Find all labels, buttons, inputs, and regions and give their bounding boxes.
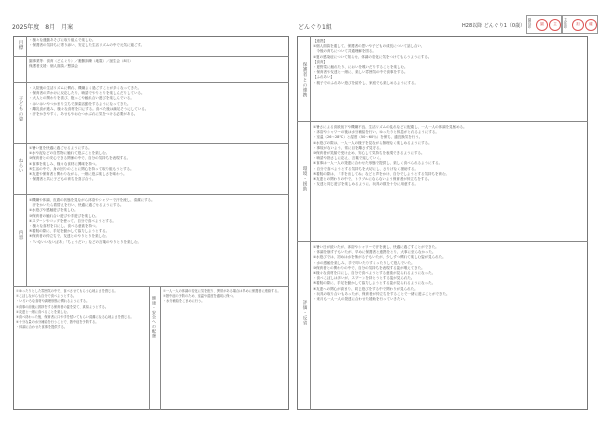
parents-line-7: ・保育者や友達と一緒に、楽しい雰囲気の中で食事をする。 [313,70,408,75]
eval-line-1: ①暑い日が続いたが、沐浴やシャワーで汗を流し、快適に過ごすことができた。 [313,245,439,249]
aims-line-3: ③保育者との安心できる関係の中で、自分の気持ちを表現する。 [29,156,131,161]
stamp-mark-2 [549,19,561,31]
child-line-1: ・入院後の生活リズムに慣れ、機嫌よく過ごすことが多くなってきた。 [29,86,142,90]
eval-line-6: ④様々な食材を口にし、自分で食べようとする意欲が見られるようになった。 [313,271,436,276]
stamp-mark-3-text: 担 [576,22,580,26]
content-line-8: ⑥保育者の仲立ちで、友達とのやりとりを楽しむ。 [29,234,110,239]
right-row-text-parents [313,39,586,120]
child-line-5: ・離乳食が進み、様々な食材を口にする。食べた後は満足そうにしている。 [29,106,149,111]
food-line-4: ③食事の前後に挨拶をする保育者の姿を見て、真似ようとする。 [16,304,109,309]
eval-line-4: ・水の感触を楽しみ、手で叩いたりすくったりして遊んでいた。 [313,260,415,265]
left-row-divider-2 [13,82,289,83]
aims-line-5: ⑤生活の中で、身の回りのことに関心を持って取り組もうとする。 [29,166,134,171]
left-row-label-goal: 目標 [18,40,23,51]
left-row-text-child [29,86,287,142]
goal-line-2: ・保護者の気持ちに寄り添い、安定した生活リズムの中で元気に過ごす。 [29,43,145,48]
goal-line-1: ・様々な運動あそびに取り組んで楽しむ。 [29,38,96,42]
parents-line-3: 今後の育ちについて共通理解を図る。 [313,49,376,54]
food-education-text [16,289,147,408]
eval-line-2: ・体調を崩す子もいたが、早めに保護者と連携をとり、大事に至らなかった。 [313,250,436,255]
eval-line-9: ⑥友達への関心が高まり、同じ遊びをする中で関わりが見られた。 [313,286,418,291]
class-age: H28以降 どんぐり1（0歳） [462,23,526,29]
parents-line-2: ①個人面談を通して、保護者の思いや子どもの成長について話し合い、 [313,44,425,49]
health-line-2: ②熱中症の予防のため、室温や湿度を適切に保つ。 [163,294,236,299]
eval-line-7: ・食べこぼしは多いが、スプーンを持とうとする姿が見られた。 [313,276,415,281]
content-line-7: ⑤着脱の際に、手足を動かして協力しようとする。 [29,229,110,234]
left-row-text-goal [29,38,287,55]
stamp-cell-chief [562,15,598,34]
right-row-label-evaluation: 評価・反省 [302,300,307,326]
food-line-7: ⑥十分な量の水分補給を行うことで、熱中症を予防する。 [16,320,99,325]
eval-line-5: ③保育者との関わりの中で、自分の気持ちを表現する姿が増えてきた。 [313,265,425,270]
parents-line-6: ・夏野菜に触れたり、においを嗅いだりすることを楽しむ。 [313,65,408,70]
food-line-8: ・体調に合わせた食事を提供する。 [16,325,67,330]
aims-line-2: ②水や泥などの自然物に触れて遊ぶことを楽しむ。 [29,151,110,156]
food-line-3: ・いろいろな食材や調理形態に慣れるようにする。 [16,299,90,304]
parents-line-1: 【連携】 [313,39,327,43]
class-name: どんぐり1組 [298,24,332,31]
env-line-5: ・事故がないよう、常に目を離さず見守る。 [313,145,383,150]
eval-line-10: ・玩具の取り合いもあったが、保育者が仲立ちをすることで一緒に遊ぶことができた。 [313,291,450,296]
env-line-7: ・喃語や指さしに応え、言葉で返していく。 [313,156,384,161]
events-line-2: 保護者支援：個人面談／懇談会 [29,64,78,69]
left-row-text-aims [29,146,287,193]
child-line-2: ・保育者の声かけに反応したり、喃語でやりとりを楽しんだりしている。 [29,91,145,96]
stamp-mark-4 [585,19,597,31]
stamp-caption-chief: 主任印 [564,18,568,29]
content-line-5: ④スプーンやコップを使って、自分で食べようとする。 [29,218,116,223]
stamp-mark-3 [572,19,584,31]
health-line-3: ・水分補給をこまめに行う。 [163,299,205,304]
events-line-1: 園事業等：食育（どんぐり）／避難訓練（地震）／誕生会（8月） [29,59,133,63]
parents-line-9: ・親子でのふれあい遊びを紹介し、家庭でも楽しめるようにする。 [313,80,418,85]
content-line-4: ③保育者の触れ合い遊びや手遊びを楽しむ。 [29,213,99,218]
food-line-5: ④友達と一緒に食べることを楽しむ。 [16,309,70,314]
food-line-2: ②こぼしながらも自分で食べようとする。 [16,294,77,299]
health-line-1: ①一人一人の体調の変化に気を配り、異常がある場合は早めに保護者に連絡する。 [163,289,281,293]
right-row-label-parents: 保護者との連携 [302,62,307,98]
right-row-divider-1 [297,121,588,122]
eval-line-8: ⑤着脱の際に、手足を動かして協力しようとする姿が見られるようになった。 [313,281,436,286]
left-row-text-content [29,198,287,284]
env-line-1: ①暑さによる食欲低下や機嫌不良、生活リズムの乱れなどに配慮し、一人一人の体調を見極める。 [313,125,467,129]
env-line-12: ・友達と同じ遊びを楽しめるように、玩具の数を十分に用意する。 [313,182,418,187]
food-line-1: ①ゆったりとした雰囲気の中で、食べさせてもらう心地よさを感じる。 [16,289,118,293]
left-row-text-events [29,59,287,81]
content-line-2: 汗をかいたら着替えを行い、快適に過ごせるようにする。 [29,203,124,208]
stamp-mark-4-text: 確 [589,22,593,26]
left-row-label-content: 内容 [18,230,23,241]
env-line-2: ・沐浴やシャワーの後は水分補給を行い、ゆったりと休息がとれるようにする。 [313,130,439,135]
content-line-6: ・様々な食材を口にし、食べる意欲を持つ。 [29,224,99,229]
parents-line-5: 【食育】 [313,59,327,64]
left-bottom-divider [149,286,150,410]
left-bottom-label-divider [160,286,161,410]
stamp-caption-principal: 園長印 [528,18,532,29]
env-line-10: ⑤着脱の際は、「手を出してね」などと声をかけ、自分でしようとする気持ちを育む。 [313,171,449,176]
content-line-1: ①機嫌や体調、皮膚の状態を見ながら沐浴やシャワーで汗を流し、清潔にする。 [29,198,155,202]
stamp-mark-2-text: 主 [553,22,557,26]
env-line-3: ・室温（26～28℃）と湿度（50～60％）を保ち、適宜換気を行う。 [313,135,423,140]
plan-year-month: 2025年度 8月 月案 [12,24,74,31]
right-row-divider-2 [297,241,588,242]
left-label-divider [26,36,27,286]
content-line-3: ②水遊びや感触遊びを楽しむ。 [29,208,78,213]
parents-line-8: 【ふれあい】 [313,75,334,80]
env-line-6: ③保育者が笑顔で受け止め、安心して気持ちを表現できるようにする。 [313,151,425,156]
parents-line-4: ②夏の感染症について知らせ、体調の変化に気をつけてもらうようにする。 [313,54,432,59]
eval-line-3: ②水遊びでは、初めは水を怖がる子もいたが、少しずつ慣れて楽しむ姿が見られた。 [313,255,446,260]
aims-line-7: ・保護者と共に子どもの育ちを喜び合う。 [29,177,96,182]
left-row-divider-4 [13,194,289,195]
content-line-9: ・「いないいないばあ」「ちょうだい」などの言葉のやりとりを楽しむ。 [29,239,141,244]
child-line-6: ・汗をかきやすく、あせもやおむつかぶれに気をつける必要がある。 [29,112,138,117]
left-row-divider-5 [13,286,289,287]
stamp-mark-1-text: 園 [540,22,544,26]
env-line-4: ②水遊びの際は、一人一人の様子を見ながら無理なく楽しめるようにする。 [313,140,432,145]
left-row-divider-3 [13,143,289,144]
aims-line-6: ⑥友達や保育者と関わりながら、一緒に遊ぶ楽しさを味わう。 [29,172,127,177]
left-row-divider-1 [13,56,289,57]
eval-line-11: ・来月も一人一人の発達に合わせた援助を行っていきたい。 [313,297,408,302]
env-line-8: ④食事は一人一人の発達に合わせた形態で提供し、楽しく食べられるようにする。 [313,161,443,166]
aims-line-4: ④食事を楽しみ、様々な食材に興味を持つ。 [29,161,99,166]
stamp-mark-1 [536,19,548,31]
health-safety-label: 健康・安全への配慮 [152,296,157,339]
food-line-6: ⑤食べ終わった後、保育者に口や手を拭いてもらい清潔になる心地よさを感じる。 [16,315,134,320]
aims-line-1: ①暑い夏を快適に過ごせるようにする。 [29,146,92,150]
stamp-cell-principal [526,15,562,34]
env-line-11: ⑥友達との関わりの中で、トラブルにならないよう保育者が仲立ちをする。 [313,177,432,182]
right-label-divider [310,36,311,410]
right-row-label-environment: 環境・援助 [302,166,307,192]
child-line-4: ・はいはいやつかまり立ちで探索活動をするようになってきた。 [29,101,131,106]
right-row-text-environment [313,125,586,239]
left-row-label-aims: ねらい [18,158,23,174]
health-safety-text [163,289,287,408]
right-row-text-evaluation [313,245,586,408]
env-line-9: ・自分で食べようとする気持ちを大切にし、さりげなく援助する。 [313,166,418,171]
child-line-3: ・大人との関わりを喜び、抱っこや触れ合い遊びを楽しんでいる。 [29,96,134,101]
left-row-label-child: 子どもの姿 [18,96,23,122]
